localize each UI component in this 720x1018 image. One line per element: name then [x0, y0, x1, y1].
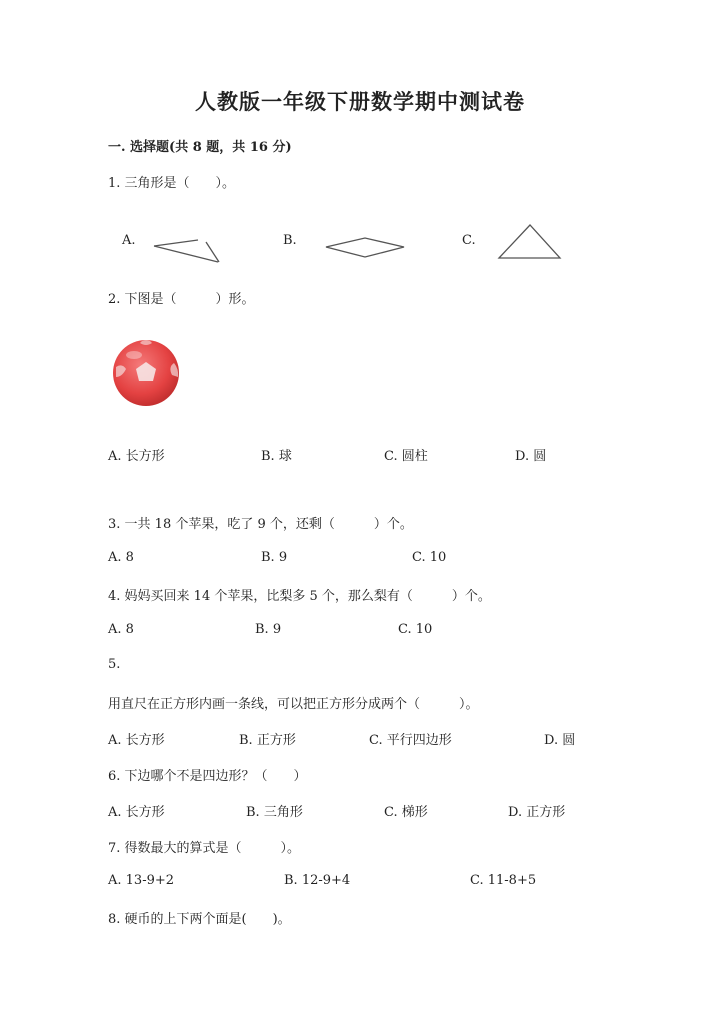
q4-option-b[interactable]: B. 9	[255, 622, 282, 637]
q6-option-a[interactable]: A. 长方形	[108, 805, 165, 820]
q2-option-a[interactable]: A. 长方形	[108, 449, 165, 464]
page-title: 人教版一年级下册数学期中测试卷	[195, 89, 525, 114]
q2-option-c[interactable]: C. 圆柱	[384, 449, 428, 464]
question-2-stem: 2. 下图是（ ）形。	[108, 292, 255, 307]
q6-option-b[interactable]: B. 三角形	[246, 805, 303, 820]
q6-option-d[interactable]: D. 正方形	[508, 805, 566, 820]
triangle-shape	[496, 222, 564, 262]
section-heading: 一. 选择题(共 8 题，共 16 分)	[108, 140, 292, 155]
q6-option-c[interactable]: C. 梯形	[384, 805, 428, 820]
q7-option-b[interactable]: B. 12-9+4	[284, 873, 351, 888]
q4-option-c[interactable]: C. 10	[398, 622, 433, 637]
q1-option-b[interactable]: B.	[283, 233, 297, 248]
q5-option-d[interactable]: D. 圆	[544, 733, 576, 748]
red-ball-image	[110, 337, 182, 409]
q2-option-b[interactable]: B. 球	[261, 449, 292, 464]
question-5-stem: 用直尺在正方形内画一条线，可以把正方形分成两个（ ）。	[108, 697, 479, 712]
question-3-stem: 3. 一共 18 个苹果，吃了 9 个，还剩（ ）个。	[108, 517, 413, 532]
question-5-number: 5.	[108, 657, 121, 672]
q2-option-d[interactable]: D. 圆	[515, 449, 547, 464]
q1-option-c[interactable]: C.	[462, 233, 476, 248]
q7-option-c[interactable]: C. 11-8+5	[470, 873, 537, 888]
question-4-stem: 4. 妈妈买回来 14 个苹果，比梨多 5 个，那么梨有（ ）个。	[108, 589, 491, 604]
q3-option-c[interactable]: C. 10	[412, 550, 447, 565]
q3-option-b[interactable]: B. 9	[261, 550, 288, 565]
question-7-stem: 7. 得数最大的算式是（ ）。	[108, 841, 301, 856]
q1-option-a[interactable]: A.	[122, 233, 136, 248]
q3-option-a[interactable]: A. 8	[108, 550, 134, 565]
q4-option-a[interactable]: A. 8	[108, 622, 134, 637]
q7-option-a[interactable]: A. 13-9+2	[108, 873, 175, 888]
question-6-stem: 6. 下边哪个不是四边形？（ ）	[108, 769, 307, 784]
rhombus-shape	[323, 236, 407, 260]
open-angle-lines-shape	[150, 234, 224, 266]
q5-option-c[interactable]: C. 平行四边形	[369, 733, 452, 748]
q5-option-b[interactable]: B. 正方形	[239, 733, 296, 748]
question-1-stem: 1. 三角形是（ ）。	[108, 176, 236, 191]
q5-option-a[interactable]: A. 长方形	[108, 733, 165, 748]
question-8-stem: 8. 硬币的上下两个面是( )。	[108, 912, 291, 927]
